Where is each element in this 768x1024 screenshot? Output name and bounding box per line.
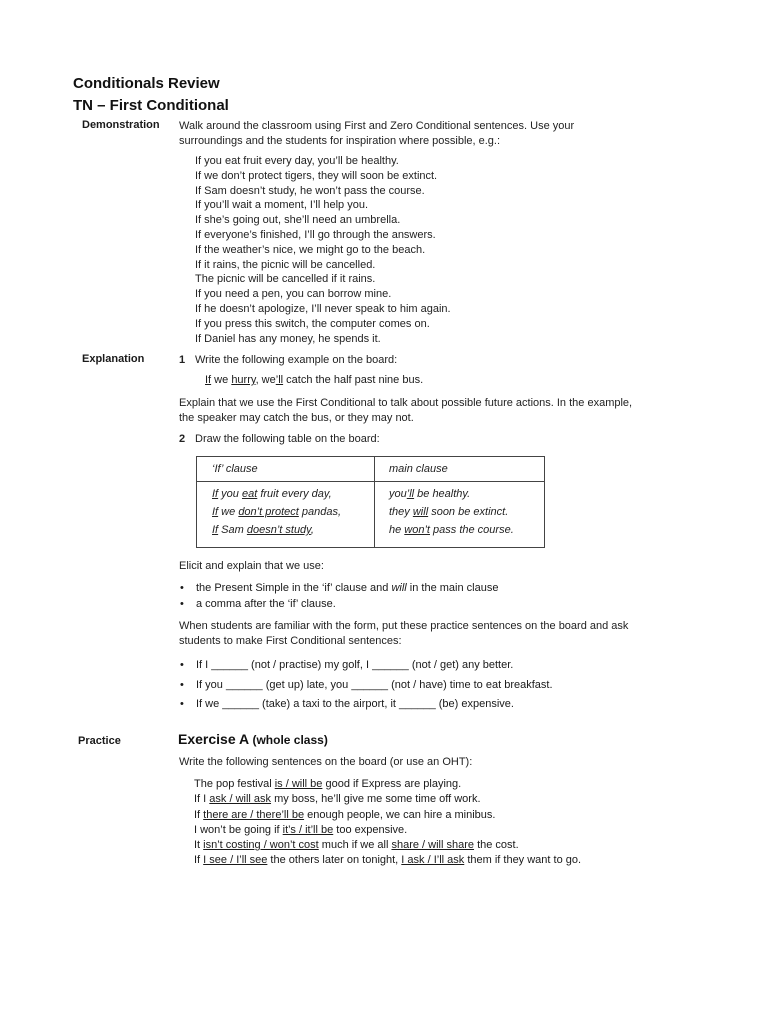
sentence-text: If — [194, 854, 204, 867]
document-subtitle: TN – First Conditional — [73, 97, 229, 114]
list-text: in the main clause — [406, 582, 499, 594]
sentence-text: It — [194, 839, 204, 852]
practice-sentences-list — [180, 656, 553, 715]
example-sentence: If Sam doesn’t study, he won’t pass the course. — [195, 184, 425, 197]
underlined-word: If — [212, 524, 219, 536]
familiar-paragraph: When students are familiar with the form, put these practice sentences on the board and ask students to make First Conditional sentences: — [179, 620, 629, 647]
list-text: If you ______ (get up) late, you ______ (not / have) time to eat breakfast. — [196, 678, 553, 691]
cell-text: we — [218, 506, 239, 518]
table-row — [389, 521, 514, 539]
underlined-word: hurry — [231, 374, 256, 386]
sentence-text: my boss, he’ll give me some time off work. — [271, 793, 481, 806]
list-item — [180, 580, 498, 596]
table-row — [212, 503, 341, 521]
example-sentence: If he doesn’t apologize, I’ll never speak to him again. — [195, 302, 451, 315]
example-text: , we — [255, 374, 276, 386]
table-cell — [212, 485, 341, 539]
sentence-text: The pop festival — [194, 778, 275, 790]
example-sentence: The picnic will be cancelled if it rains. — [195, 273, 376, 286]
example-sentence: If you’ll wait a moment, I’ll help you. — [195, 199, 369, 212]
elicit-text: Elicit and explain that we use: — [179, 560, 324, 572]
exercise-sentences — [194, 777, 581, 869]
example-sentence: If you eat fruit every day, you’ll be healthy. — [195, 155, 399, 167]
list-item — [194, 777, 581, 792]
sentence-text: If I — [194, 793, 210, 806]
choice-options: share / will share — [391, 839, 475, 852]
board-example — [205, 374, 423, 386]
table-row — [389, 485, 514, 503]
underlined-word: will — [412, 506, 429, 518]
bullet-icon: • — [180, 582, 184, 594]
exercise-title: Exercise A — [178, 731, 249, 747]
sentence-text: I won’t be going if — [194, 823, 283, 836]
demonstration-label: Demonstration — [82, 119, 160, 131]
example-sentence: If we don’t protect tigers, they will soon be extinct. — [195, 169, 438, 182]
list-item — [180, 676, 553, 696]
cell-text: pass the course. — [429, 524, 514, 536]
table-divider — [374, 457, 375, 547]
list-text: If I ______ (not / practise) my golf, I ______ (not / get) any better. — [196, 659, 514, 671]
example-sentence: If she’s going out, she’ll need an umbrella. — [195, 214, 401, 227]
choice-options: ask / will ask — [209, 793, 272, 806]
sentence-text: good if Express are playing. — [322, 778, 462, 790]
use-points-list — [180, 580, 498, 612]
table-cell — [389, 485, 514, 539]
bullet-icon: • — [180, 659, 184, 671]
sentence-text: them if they want to go. — [464, 854, 582, 867]
choice-options: isn’t costing / won’t cost — [203, 839, 319, 852]
example-sentence: If you need a pen, you can borrow mine. — [195, 288, 392, 301]
table-row — [389, 503, 514, 521]
example-text: catch the half past nine bus. — [283, 374, 424, 386]
list-item — [194, 792, 581, 807]
exercise-instruction: Write the following sentences on the board (or use an OHT): — [179, 756, 473, 768]
exercise-subtitle: (whole class) — [252, 733, 328, 747]
table-header-main-clause: main clause — [389, 463, 448, 475]
step-number: 2 — [179, 433, 186, 445]
cell-text: pandas, — [298, 506, 342, 518]
choice-options: is / will be — [274, 778, 323, 790]
step-2 — [179, 432, 380, 447]
underlined-word: ’ll — [275, 374, 284, 386]
cell-text: be healthy. — [414, 488, 471, 500]
demonstration-intro: Walk around the classroom using First and Zero Conditional sentences. Use your surroundings and the students for inspiration where possible, e.g.: — [179, 120, 575, 147]
list-text: a comma after the ‘if’ clause. — [196, 598, 336, 610]
exercise-heading — [178, 731, 328, 747]
example-sentence: If you press this switch, the computer comes on. — [195, 317, 430, 330]
example-text: we — [211, 374, 232, 386]
step-text: Write the following example on the board: — [195, 354, 398, 366]
list-item — [180, 596, 498, 612]
choice-options: it’s / it’ll be — [282, 823, 334, 836]
underlined-word: If — [212, 506, 219, 518]
step-text: Draw the following table on the board: — [195, 433, 380, 445]
cell-text: Sam — [218, 524, 247, 536]
choice-options: I ask / I’ll ask — [401, 854, 465, 867]
list-item — [194, 838, 581, 853]
bullet-icon: • — [180, 678, 184, 691]
conditional-table — [196, 456, 545, 548]
document-title: Conditionals Review — [73, 75, 220, 92]
underlined-word: don’t protect — [238, 506, 299, 518]
practice-label: Practice — [78, 735, 121, 747]
sentence-text: If — [194, 808, 204, 821]
cell-text: he — [389, 524, 405, 536]
sentence-text: much if we all — [318, 839, 392, 852]
sentence-text: enough people, we can hire a minibus. — [304, 808, 496, 821]
list-text: If we ______ (take) a taxi to the airport, it ______ (be) expensive. — [196, 698, 514, 710]
list-item — [194, 853, 581, 868]
cell-text: soon be extinct. — [428, 506, 509, 518]
cell-text: you — [389, 488, 407, 500]
table-row — [212, 521, 341, 539]
list-text: the Present Simple in the ‘if’ clause and — [196, 582, 392, 594]
step-number: 1 — [179, 354, 186, 366]
underlined-word: doesn’t study — [246, 524, 311, 536]
example-sentence: If everyone’s finished, I’ll go through the answers. — [195, 228, 436, 241]
explanation-label: Explanation — [82, 353, 145, 365]
example-sentence: If it rains, the picnic will be cancelled. — [195, 258, 376, 271]
cell-text: you — [218, 488, 242, 500]
list-item — [180, 695, 553, 715]
cell-text: , — [310, 524, 314, 536]
choice-options: there are / there’ll be — [203, 808, 305, 821]
underlined-word: eat — [241, 488, 258, 500]
bullet-icon: • — [180, 698, 184, 710]
demonstration-examples — [195, 154, 451, 346]
example-sentence: If Daniel has any money, he spends it. — [195, 332, 381, 345]
cell-text: fruit every day, — [257, 488, 332, 500]
underlined-word: ’ll — [406, 488, 415, 500]
table-header-if-clause: ‘If’ clause — [212, 463, 258, 475]
underlined-word: won’t — [404, 524, 430, 536]
cell-text: they — [389, 506, 413, 518]
explain-paragraph: Explain that we use the First Conditional to talk about possible future actions. In the example, the speaker may catch the bus, or they may not. — [179, 397, 633, 424]
list-item — [194, 823, 581, 838]
underlined-word: If — [205, 374, 212, 386]
sentence-text: too expensive. — [333, 823, 408, 836]
list-item — [180, 656, 553, 676]
list-item — [194, 808, 581, 823]
step-1 — [179, 353, 397, 368]
sentence-text: the others later on tonight, — [267, 854, 402, 867]
sentence-text: the cost. — [474, 839, 519, 852]
example-sentence: If the weather’s nice, we might go to the beach. — [195, 243, 426, 256]
underlined-word: If — [212, 488, 219, 500]
table-row — [212, 485, 341, 503]
bullet-icon: • — [180, 598, 184, 610]
italic-word: will — [391, 582, 407, 594]
choice-options: I see / I’ll see — [203, 854, 268, 867]
